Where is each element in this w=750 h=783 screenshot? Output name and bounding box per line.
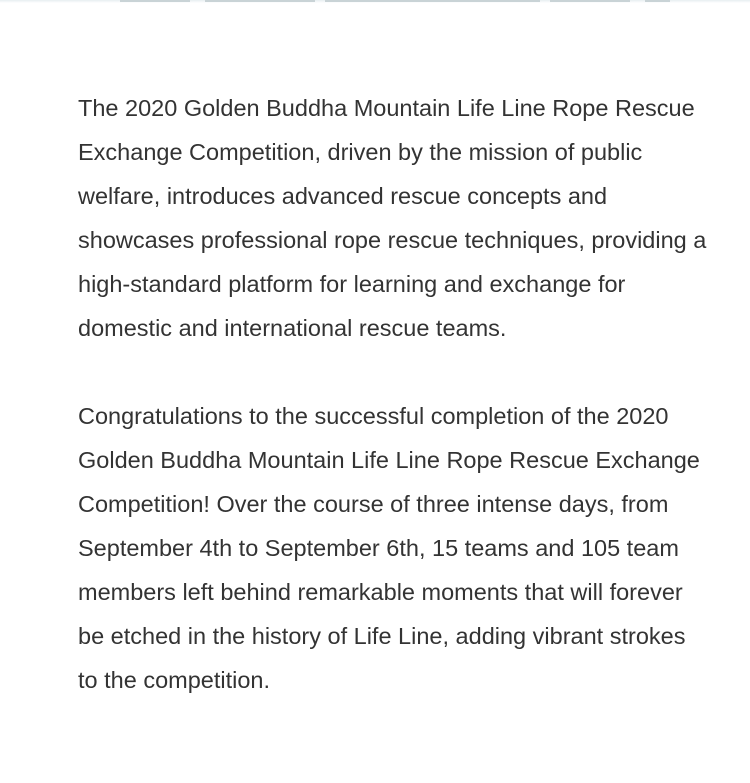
article-body xyxy=(78,86,708,702)
top-edge-segment xyxy=(205,0,315,2)
top-edge-decoration xyxy=(0,0,750,3)
top-edge-segment xyxy=(325,0,540,2)
top-edge-segment xyxy=(120,0,190,2)
top-edge-segment xyxy=(645,0,670,2)
top-edge-segment xyxy=(550,0,630,2)
article-paragraph-congratulations: Congratulations to the successful completion of the 2020 Golden Buddha Mountain Life Line Rope Rescue Exchange Competition! Over the course of three intense days, from September 4th to September 6th, 15 teams and 105 team members left behind remarkable moments that will forever be etched in the history of Life Line, adding vibrant strokes to the competition. xyxy=(78,403,700,693)
article-paragraph-intro: The 2020 Golden Buddha Mountain Life Line Rope Rescue Exchange Competition, driven by the mission of public welfare, introduces advanced rescue concepts and showcases professional rope rescue techniques, providing a high-standard platform for learning and exchange for domestic and international rescue teams. xyxy=(78,95,707,341)
